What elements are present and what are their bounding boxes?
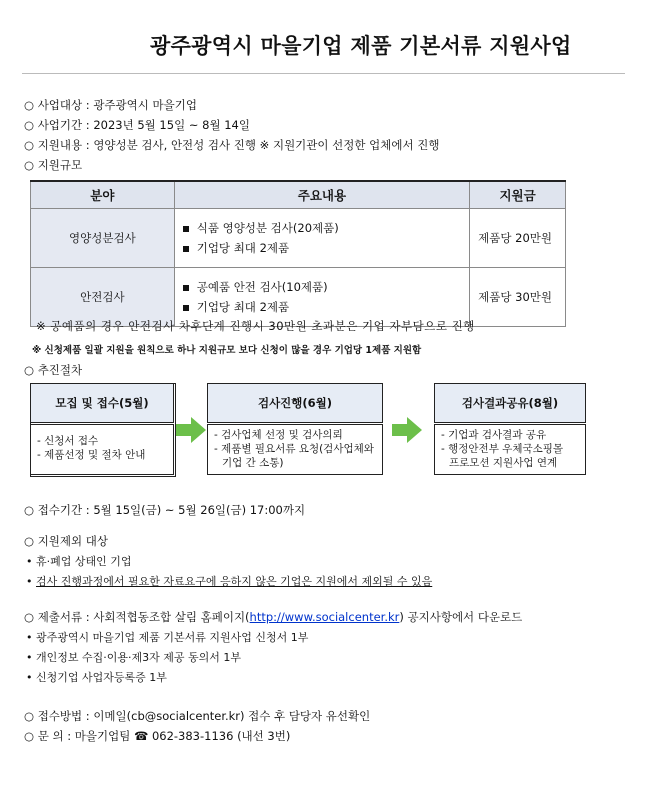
procedure-heading: ○ 추진절차 <box>24 363 83 377</box>
step-1-details: - 신청서 접수 - 제품선정 및 절차 안내 <box>30 424 174 475</box>
arrow-right-icon <box>176 417 206 443</box>
square-bullet-icon <box>183 305 189 311</box>
support-scale-table <box>30 180 566 327</box>
exclusion-item: • 휴·폐업 상태인 기업 <box>26 555 132 568</box>
overview-content: ○ 지원내용 : 영양성분 검사, 안전성 검사 진행 ※ 지원기관이 선정한 업체에서 진행 <box>24 138 440 152</box>
overview-scale: ○ 지원규모 <box>24 158 83 172</box>
table-row <box>31 209 566 268</box>
step-2-details: - 검사업체 선정 및 검사의뢰 - 제품별 필요서류 요청(검사업체와 기업 간 소통) <box>207 424 383 475</box>
table-header-row <box>31 181 566 209</box>
overview-target: ○ 사업대상 : 광주광역시 마을기업 <box>24 98 197 112</box>
application-period: ○ 접수기간 : 5월 15일(금) ~ 5월 26일(금) 17:00까지 <box>24 503 306 517</box>
row-amount: 제품당 20만원 <box>470 209 566 268</box>
row-category: 안전검사 <box>31 268 175 327</box>
note-craft-safety: ※ 공예품의 경우 안전검사 차후단계 진행시 30만원 초과분은 기업 자부담으로 진행 <box>36 319 475 333</box>
document-item: • 개인정보 수집·이용·제3자 제공 동의서 1부 <box>26 651 241 664</box>
homepage-link[interactable]: http://www.socialcenter.kr <box>249 610 400 624</box>
contact-info: ○ 문 의 : 마을기업팀 ☎ 062-383-1136 (내선 3번) <box>24 729 291 743</box>
square-bullet-icon <box>183 285 189 291</box>
document-item: • 광주광역시 마을기업 제품 기본서류 지원사업 신청서 1부 <box>26 631 309 644</box>
step-1-title: 모집 및 접수(5월) <box>30 383 174 423</box>
note-selection-policy: ※ 신청제품 일괄 지원을 원칙으로 하나 지원규모 보다 신청이 많을 경우 기업당 1제품 지원함 <box>32 345 422 356</box>
row-content: 공예품 안전 검사(10제품) 기업당 최대 2제품 <box>174 268 469 327</box>
document-item: • 신청기업 사업자등록증 1부 <box>26 671 167 684</box>
square-bullet-icon <box>183 226 189 232</box>
step-2-title: 검사진행(6월) <box>207 383 383 423</box>
exclusion-heading: ○ 지원제외 대상 <box>24 534 109 548</box>
row-amount: 제품당 30만원 <box>470 268 566 327</box>
row-content: 식품 영양성분 검사(20제품) 기업당 최대 2제품 <box>174 209 469 268</box>
step-3-title: 검사결과공유(8월) <box>434 383 586 423</box>
page-title: 광주광역시 마을기업 제품 기본서류 지원사업 <box>150 34 572 58</box>
header-field: 분야 <box>31 181 175 209</box>
documents-heading: ○ 제출서류 : 사회적협동조합 살림 홈페이지(http://www.socialcenter.kr) 공지사항에서 다운로드 <box>24 610 523 624</box>
step-3-details: - 기업과 검사결과 공유 - 행정안전부 우체국소핑몰 프로모션 지원사업 연계 <box>434 424 586 475</box>
title-divider <box>22 73 625 74</box>
header-amount: 지원금 <box>470 181 566 209</box>
arrow-right-icon <box>392 417 422 443</box>
application-method: ○ 접수방법 : 이메일(cb@socialcenter.kr) 접수 후 담당자 유선확인 <box>24 709 371 723</box>
exclusion-item: • 검사 진행과정에서 필요한 자료요구에 응하지 않은 기업은 지원에서 제외될 수 있음 <box>26 575 433 588</box>
square-bullet-icon <box>183 246 189 252</box>
header-content: 주요내용 <box>174 181 469 209</box>
row-category: 영양성분검사 <box>31 209 175 268</box>
overview-period: ○ 사업기간 : 2023년 5월 15일 ~ 8월 14일 <box>24 118 250 132</box>
